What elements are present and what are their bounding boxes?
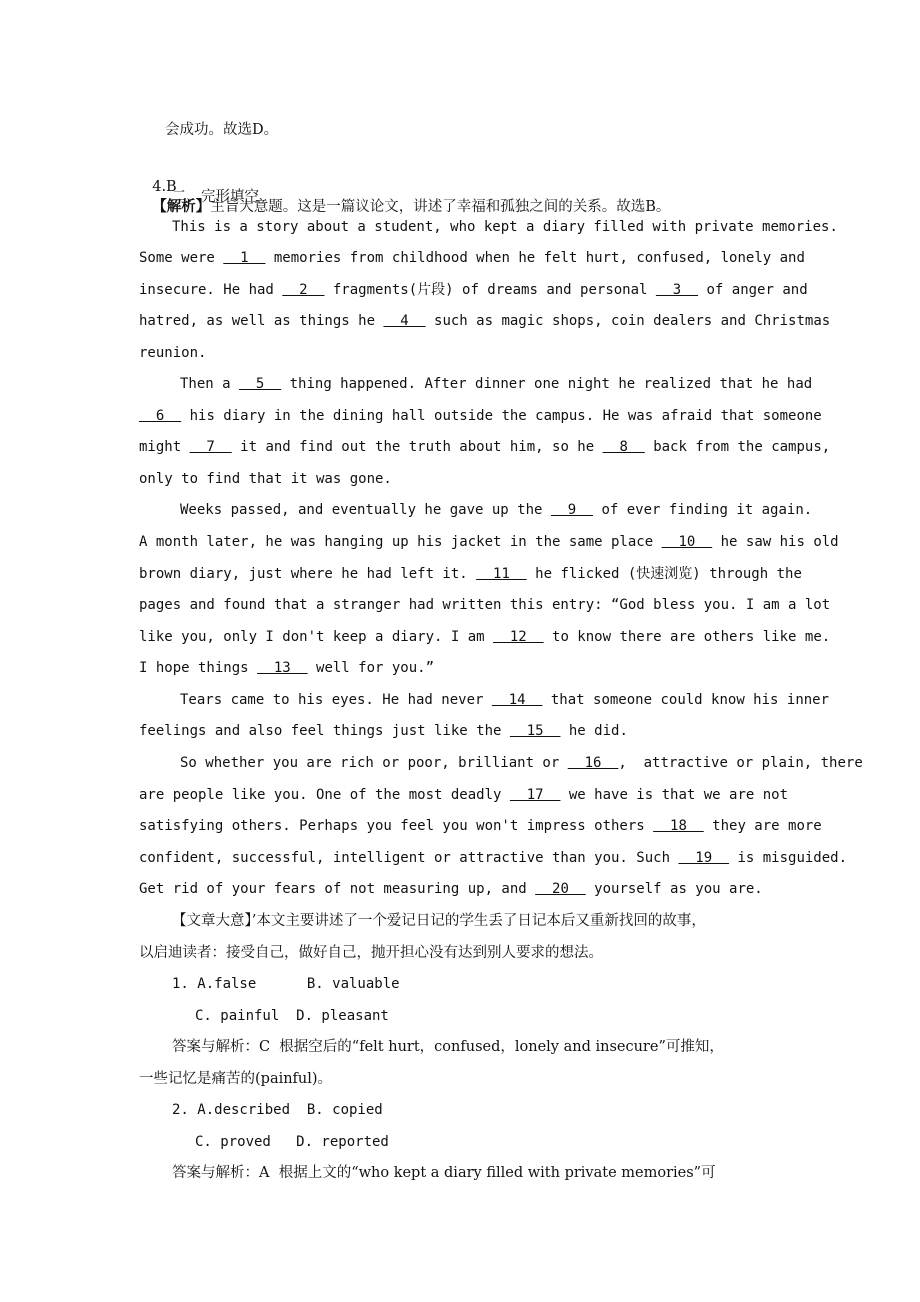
answer-continuation: 会成功。故选D。 (165, 122, 279, 138)
passage-text: yourself as you are. (585, 881, 763, 897)
passage-line (139, 343, 206, 363)
passage-line (139, 816, 822, 836)
cloze-blank: 3 (655, 282, 699, 298)
passage-line (139, 311, 830, 331)
cloze-blank: 6 (139, 408, 182, 424)
cloze-blank: 16 (567, 755, 619, 771)
passage-line (139, 564, 802, 584)
question-4-answer: 4.B (152, 179, 177, 195)
section-title: 二、完形填空 (172, 189, 259, 205)
q2-answer-line-1: 答案与解析：A 根据上文的“who kept a diary filled with private memories”可 (172, 1165, 716, 1181)
passage-text: pages and found that a stranger had written this entry: “God bless you. I am a lot (139, 597, 831, 613)
passage-line (180, 374, 812, 394)
passage-text: such as magic shops, coin dealers and Christmas (425, 313, 831, 329)
passage-line (139, 848, 847, 868)
passage-text: well for you.” (307, 660, 435, 676)
cloze-blank: 15 (509, 723, 561, 739)
passage-text: So whether you are rich or poor, brilliant or (180, 755, 568, 771)
passage-line (139, 658, 434, 678)
passage-text: he flicked (快速浏览) through the (526, 566, 802, 582)
cloze-blank: 9 (550, 502, 594, 518)
passage-text: This is a story about a student, who kept a diary filled with private memories. (172, 219, 838, 235)
passage-text: like you, only I don't keep a diary. I am (139, 629, 494, 645)
passage-text: might (139, 439, 190, 455)
cloze-blank: 20 (535, 881, 586, 897)
passage-text: satisfying others. Perhaps you feel you won't impress others (139, 818, 654, 834)
q2-options-row-2: C. proved D. reported (195, 1134, 389, 1150)
summary-tag: 【文章大意】 (172, 913, 252, 929)
passage-text: of anger and (698, 282, 808, 298)
cloze-blank: 11 (476, 566, 527, 582)
passage-line (139, 627, 830, 647)
cloze-blank: 8 (602, 439, 645, 455)
passage-text: only to find that it was gone. (139, 471, 392, 487)
passage-text: fragments(片段) of dreams and personal (324, 282, 656, 298)
passage-text: memories from childhood when he felt hurt, confused, lonely and (265, 250, 805, 266)
passage-line (139, 595, 830, 615)
cloze-blank: 10 (661, 534, 713, 550)
passage-text: they are more (703, 818, 822, 834)
cloze-blank: 5 (239, 376, 282, 392)
cloze-blank: 12 (493, 629, 544, 645)
cloze-blank: 17 (509, 787, 561, 803)
passage-text: he saw his old (712, 534, 839, 550)
q1-options-row-2: C. painful D. pleasant (195, 1008, 389, 1024)
passage-line (180, 500, 812, 520)
passage-text: back from the campus, (644, 439, 831, 455)
passage-text: thing happened. After dinner one night he realized that he had (281, 376, 813, 392)
passage-text: he did. (560, 723, 628, 739)
passage-text: insecure. He had (139, 282, 283, 298)
passage-text: Then a (180, 376, 240, 392)
passage-line (139, 280, 808, 300)
q1-options-row-1: 1. A.false B. valuable (172, 976, 400, 992)
cloze-blank: 4 (383, 313, 426, 329)
passage-line (139, 248, 805, 268)
passage-line (139, 437, 830, 457)
cloze-blank: 18 (653, 818, 704, 834)
passage-line (139, 721, 628, 741)
cloze-blank: 1 (223, 250, 266, 266)
summary-line-1 (172, 911, 706, 931)
passage-line (139, 532, 839, 552)
question-4-text: 主旨大意题。这是一篇议论文，讲述了幸福和孤独之间的关系。故选B。 (210, 199, 671, 215)
passage-text: Tears came to his eyes. He had never (180, 692, 492, 708)
passage-text: reunion. (139, 345, 207, 361)
summary-line-2: 以启迪读者：接受自己，做好自己，抛开担心没有达到别人要求的想法。 (139, 945, 603, 961)
cloze-blank: 7 (189, 439, 232, 455)
passage-text: brown diary, just where he had left it. (139, 566, 477, 582)
passage-text: that someone could know his inner (542, 692, 830, 708)
cloze-blank: 14 (491, 692, 543, 708)
q1-answer-line-1: 答案与解析：C 根据空后的“felt hurt，confused，lonely and insecure”可推知， (172, 1039, 724, 1055)
passage-line (139, 785, 788, 805)
analysis-tag: 【解析】 (152, 198, 211, 215)
passage-text: A month later, he was hanging up his jacket in the same place (139, 534, 662, 550)
passage-text: to know there are others like me. (543, 629, 831, 645)
cloze-blank: 19 (678, 850, 730, 866)
passage-text: are people like you. One of the most deadly (139, 787, 510, 803)
passage-text: , attractive or plain, there (618, 755, 863, 771)
summary-text-1: ’本文主要讲述了一个爱记日记的学生丢了日记本后又重新找回的故事， (251, 913, 706, 929)
passage-line (139, 406, 822, 426)
passage-text: of ever finding it again. (593, 502, 813, 518)
q2-options-row-1: 2. A.described B. copied (172, 1102, 383, 1118)
passage-text: it and find out the truth about him, so he (231, 439, 603, 455)
passage-text: I hope things (139, 660, 258, 676)
passage-line (180, 690, 829, 710)
passage-text: Get rid of your fears of not measuring up, and (139, 881, 536, 897)
passage-text: confident, successful, intelligent or attractive than you. Such (139, 850, 679, 866)
passage-text: his diary in the dining hall outside the campus. He was afraid that someone (181, 408, 822, 424)
passage-text: Some were (139, 250, 224, 266)
passage-text: we have is that we are not (560, 787, 789, 803)
passage-text: Weeks passed, and eventually he gave up the (180, 502, 551, 518)
passage-line (139, 879, 763, 899)
passage-text: feelings and also feel things just like the (139, 723, 510, 739)
cloze-blank: 13 (257, 660, 308, 676)
passage-text: is misguided. (729, 850, 848, 866)
passage-line (172, 217, 838, 237)
q1-answer-line-2: 一些记忆是痛苦的(painful)。 (139, 1071, 333, 1087)
passage-line (139, 469, 392, 489)
passage-line (180, 753, 863, 773)
passage-text: hatred, as well as things he (139, 313, 384, 329)
cloze-blank: 2 (282, 282, 325, 298)
